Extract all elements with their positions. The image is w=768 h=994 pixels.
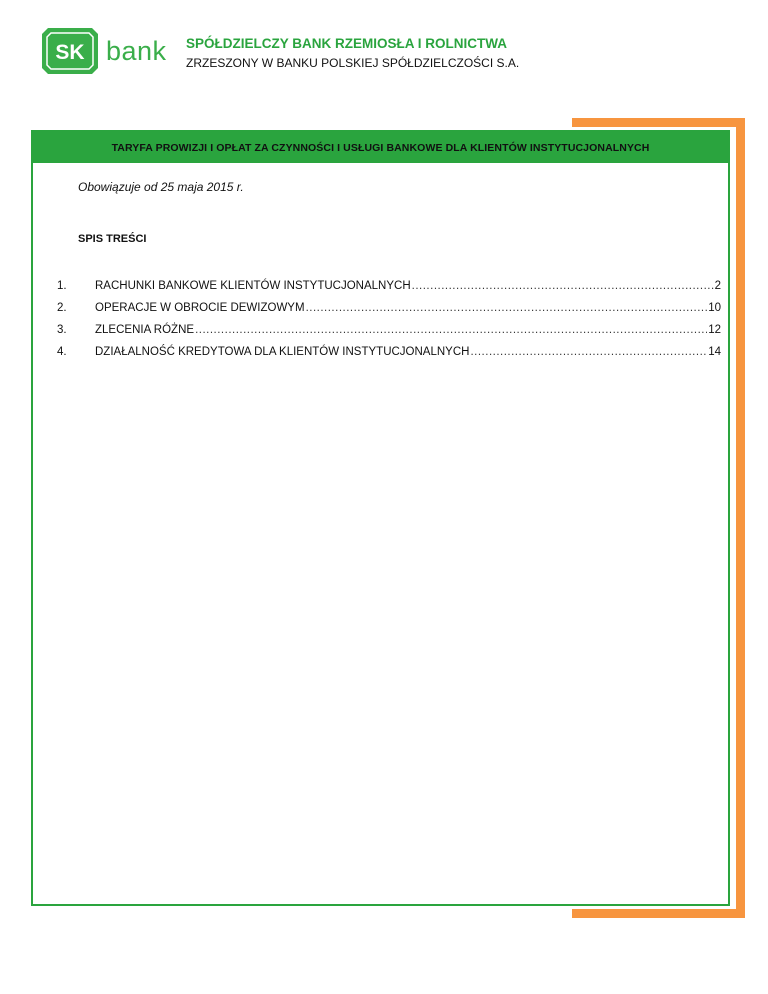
toc-entry-number: 4. xyxy=(57,346,67,358)
toc-entry-page[interactable]: 12 xyxy=(708,324,721,336)
table-of-contents xyxy=(57,280,721,368)
toc-dot-leader xyxy=(306,302,708,314)
toc-entry-label[interactable]: RACHUNKI BANKOWE KLIENTÓW INSTYTUCJONALNYCH xyxy=(95,280,411,292)
toc-entry-page[interactable]: 14 xyxy=(708,346,721,358)
sk-logo-mark xyxy=(42,28,98,74)
toc-entry-number: 2. xyxy=(57,302,67,314)
toc-entry[interactable] xyxy=(57,280,721,302)
toc-entry[interactable] xyxy=(57,324,721,346)
toc-entry-number: 3. xyxy=(57,324,67,336)
toc-entry-label[interactable]: OPERACJE W OBROCIE DEWIZOWYM xyxy=(95,302,305,314)
orange-accent-side xyxy=(736,118,745,918)
toc-dot-leader xyxy=(470,346,707,358)
toc-dot-leader xyxy=(195,324,707,336)
bank-subtitle: ZRZESZONY W BANKU POLSKIEJ SPÓŁDZIELCZOŚCI S.A. xyxy=(186,56,520,70)
orange-accent-bottom xyxy=(572,909,745,918)
toc-entry[interactable] xyxy=(57,302,721,324)
toc-heading: SPIS TREŚCI xyxy=(78,233,147,245)
logo-word: bank xyxy=(106,36,167,66)
toc-entry-label[interactable]: DZIAŁALNOŚĆ KREDYTOWA DLA KLIENTÓW INSTYTUCJONALNYCH xyxy=(95,346,470,358)
svg-text:SK: SK xyxy=(55,41,85,64)
toc-entry-label[interactable]: ZLECENIA RÓŻNE xyxy=(95,324,195,336)
effective-date: Obowiązuje od 25 maja 2015 r. xyxy=(78,180,244,194)
orange-accent-top xyxy=(572,118,745,127)
toc-entry[interactable] xyxy=(57,346,721,368)
sk-bank-logo xyxy=(40,28,170,78)
toc-entry-page[interactable]: 10 xyxy=(708,302,721,314)
document-title-bar xyxy=(33,132,728,163)
toc-entry-number: 1. xyxy=(57,280,67,292)
bank-name: SPÓŁDZIELCZY BANK RZEMIOSŁA I ROLNICTWA xyxy=(186,36,507,51)
document-frame xyxy=(31,130,730,906)
document-title: TARYFA PROWIZJI I OPŁAT ZA CZYNNOŚCI I USŁUGI BANKOWE DLA KLIENTÓW INSTYTUCJONALNYCH xyxy=(111,141,650,154)
toc-dot-leader xyxy=(412,280,714,292)
toc-entry-page[interactable]: 2 xyxy=(714,280,721,292)
